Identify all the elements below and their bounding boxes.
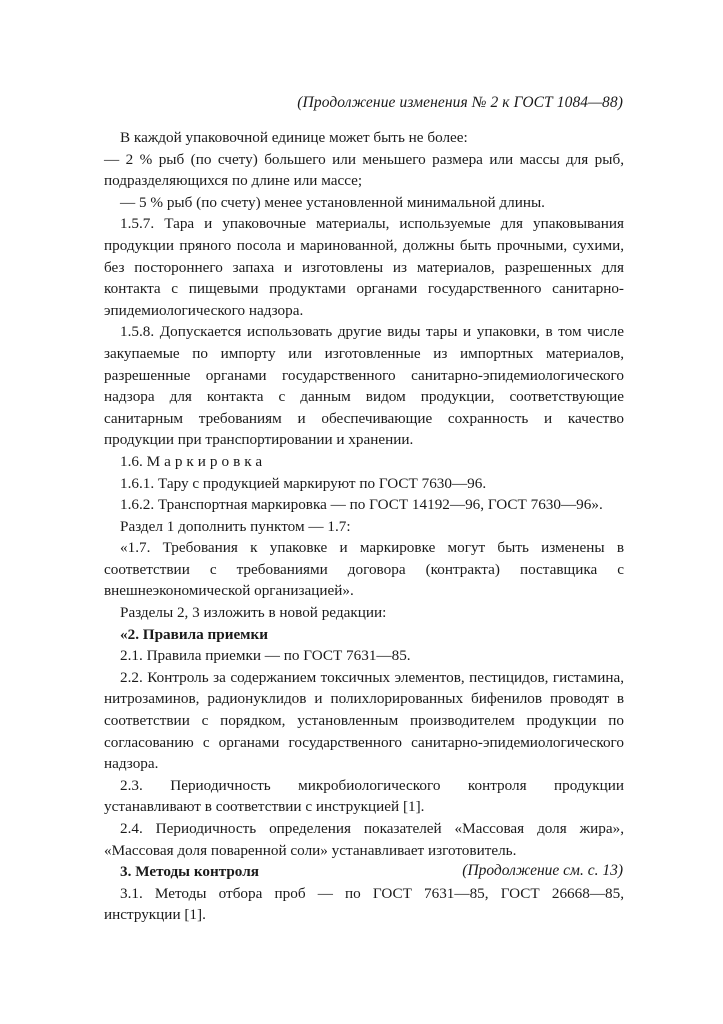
section-heading-3: 3. Методы контроля [120,863,259,881]
paragraph-1-6-2: 1.6.2. Транспортная маркировка — по ГОСТ 14192—96, ГОСТ 7630—96». [120,496,603,514]
paragraph-2-4: 2.4. Периодичность определения показателей «Массовая доля жира», «Массовая доля поваренной соли» устанавливает изготовитель. [104,820,624,859]
paragraph-2-1: 2.1. Правила приемки — по ГОСТ 7631—85. [120,647,411,665]
paragraph-2-3: 2.3. Периодичность микробиологического контроля продукции устанавливают в соответствии с инструкцией [1]. [104,776,624,816]
footer-continuation-note: (Продолжение см. с. 13) [462,862,623,879]
paragraph-2-2: 2.2. Контроль за содержанием токсичных элементов, пестицидов, гистамина, нитрозаминов, радионуклидов и полихлорированных бифенилов проводят в соответствии с порядком, установленным производителем продукции по согласованию с органами государственного санитарно-эпидемиологического надзора. [104,668,624,773]
section-title-marking: Маркировка [146,452,267,470]
section-number-1-6: 1.6. [120,452,143,470]
section-heading-2: «2. Правила приемки [120,625,269,643]
header-continuation-note: (Продолжение изменения № 2 к ГОСТ 1084—88) [297,94,623,111]
paragraph-1-7: «1.7. Требования к упаковке и маркировке могут быть изменены в соответствии с требованиями договора (контракта) поставщика с внешнеэкономической организацией». [104,539,624,600]
paragraph-section-1-addition: Раздел 1 дополнить пунктом — 1.7: [120,517,351,535]
paragraph-list-item-1: — 2 % рыб (по счету) большего или меньшего размера или массы для рыб, подразделяющихся по длине или массе; [104,150,624,190]
section-heading-1-6 [104,451,624,473]
paragraph-sections-2-3-note: Разделы 2, 3 изложить в новой редакции: [120,604,387,622]
paragraph-1-5-8: 1.5.8. Допускается использовать другие виды тары и упаковки, в том числе закупаемые по импорту или изготовленные из импортных материалов, разрешенные органами государственного санитарно-эпидемиологического надзора для контакта с данным видом продукции, соответствующие санитарным требованиям и обеспечивающие сохранность и качество продукции при транспортировании и хранении. [104,323,624,449]
paragraph-1-6-1: 1.6.1. Тару с продукцией маркируют по ГОСТ 7630—96. [120,474,487,492]
paragraph-1-5-7: 1.5.7. Тара и упаковочные материалы, используемые для упаковывания продукции пряного посола и маринованной, должны быть прочными, сухими, без постороннего запаха и изготовлены из материалов, разрешенных для контакта с пищевыми продуктами органами государственного санитарно-эпидемиологического надзора. [104,215,624,319]
paragraph-3-1: 3.1. Методы отбора проб — по ГОСТ 7631—85, ГОСТ 26668—85, инструкции [1]. [104,884,624,924]
paragraph-intro: В каждой упаковочной единице может быть не более: [120,129,468,146]
document-body [104,127,624,926]
paragraph-list-item-2: — 5 % рыб (по счету) менее установленной минимальной длины. [120,193,545,211]
